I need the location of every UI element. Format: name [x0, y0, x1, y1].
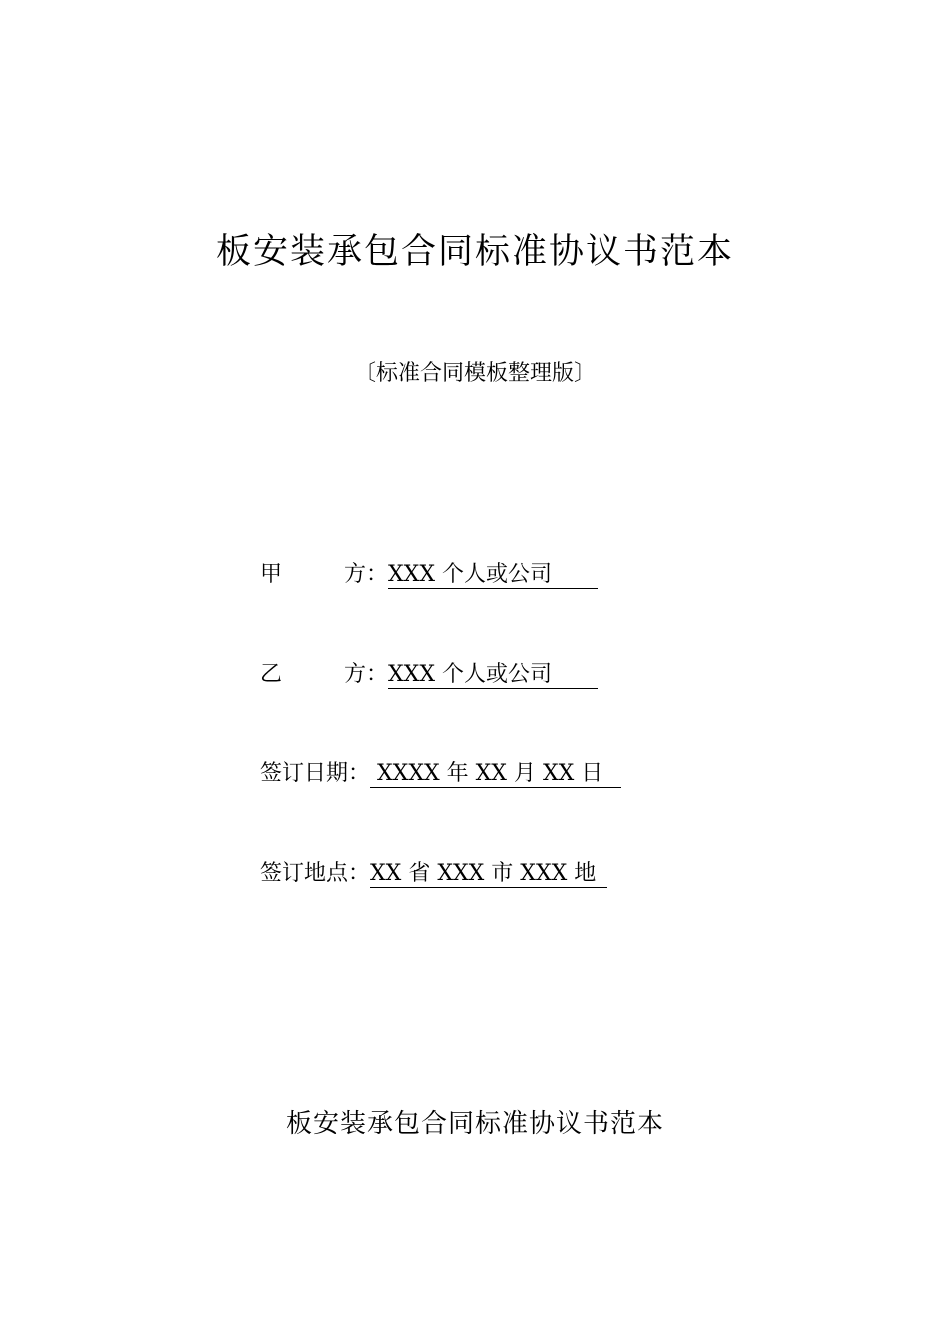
document-title: 板安装承包合同标准协议书范本 [215, 232, 734, 272]
footer-title: 板安装承包合同标准协议书范本 [285, 1109, 664, 1139]
sign-date-value: XXXX 年 XX 月 XX 日 [370, 761, 621, 788]
sign-date-field [260, 757, 621, 791]
sign-place-label: 签订地点： [260, 861, 371, 886]
document-subtitle: 〔标准合同模板整理版〕 [353, 361, 596, 386]
party-a-value: XXX 个人或公司 [388, 562, 598, 589]
party-b-label [260, 658, 388, 692]
sign-place-field [260, 857, 607, 891]
party-a-label-char-1: 甲 [260, 562, 283, 587]
party-a-field [260, 558, 598, 592]
party-b-value: XXX 个人或公司 [388, 662, 598, 689]
sign-place-value: XX 省 XXX 市 XXX 地 [370, 861, 607, 888]
party-b-field [260, 658, 598, 692]
party-a-label [260, 558, 388, 592]
party-a-label-char-2: 方： [343, 562, 388, 587]
party-b-label-char-1: 乙 [260, 662, 283, 687]
party-b-label-char-2: 方： [343, 662, 388, 687]
sign-date-label: 签订日期： [260, 761, 371, 786]
